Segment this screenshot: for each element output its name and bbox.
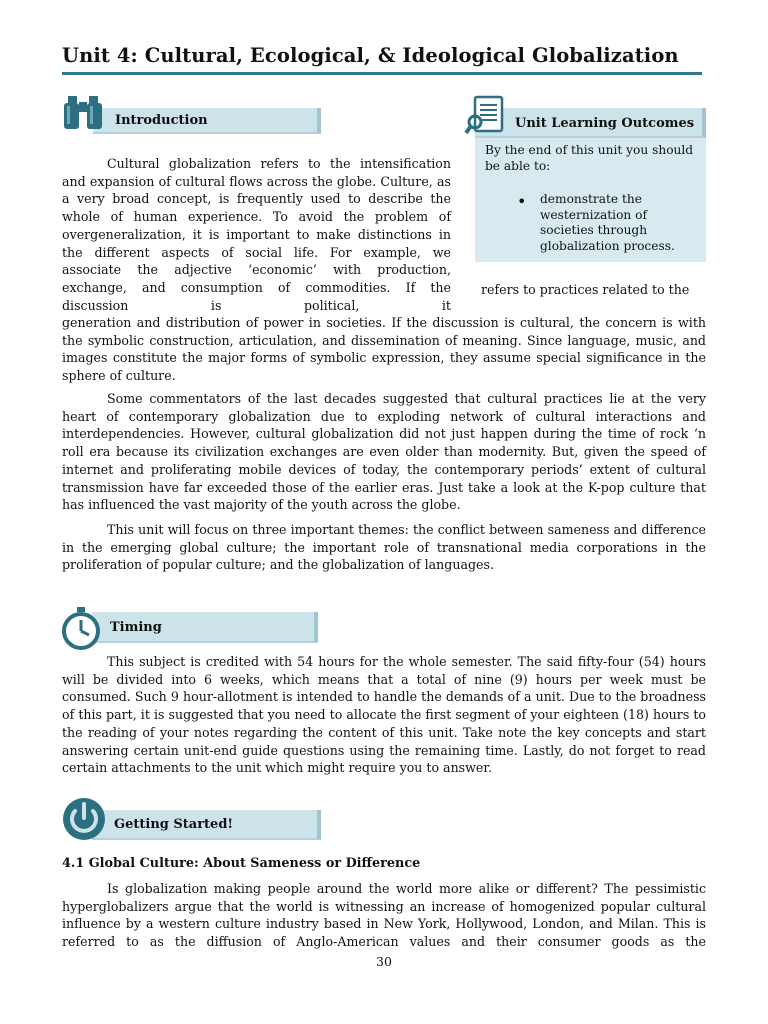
learning-outcome-text: demonstrate the westernization of societies through globalization process. — [540, 192, 675, 253]
getting-started-paragraph: Is globalization making people around the world more alike or different? The pessimistic hyperglobalizers argue that the world is witnessing an increase of homogenized popular cultural influence by a western culture industry based in New York, Hollywood, London, and Milan. This is referred to as the diffusion of Anglo-American values and their consumer goods as the — [62, 881, 706, 950]
getting-started-heading: Getting Started! — [114, 817, 234, 832]
binoculars-icon — [62, 94, 104, 136]
page-title: Unit 4: Cultural, Ecological, & Ideological Globalization — [62, 44, 679, 67]
introduction-heading: Introduction — [115, 113, 208, 128]
timing-heading: Timing — [110, 620, 162, 635]
intro-paragraph-1-wrap: refers to practices related to the — [481, 282, 690, 297]
section-subheading: 4.1 Global Culture: About Sameness or Difference — [62, 856, 421, 871]
title-underline — [62, 72, 702, 75]
getting-started-banner — [92, 810, 321, 840]
introduction-banner — [93, 108, 321, 134]
learning-outcomes-box — [475, 108, 706, 262]
bullet-point: • — [517, 192, 527, 212]
learning-outcome-item — [485, 192, 696, 254]
document-magnifier-icon — [464, 95, 508, 141]
intro-paragraph-1-continued: generation and distribution of power in societies. If the discussion is cultural, the concern is with the symbolic construction, articulation, and dissemination of meaning. Since language, music, and images constitute the major forms of symbolic expression, they assume special significance in the sphere of culture. — [62, 315, 706, 384]
page-number: 30 — [376, 954, 392, 969]
learning-outcomes-lead: By the end of this unit you should be able to: — [485, 143, 694, 173]
timing-paragraph: This subject is credited with 54 hours for the whole semester. The said fifty-four (54) hours will be divided into 6 weeks, which means that a total of nine (9) hours per week must be consumed. Such 9 hour-allotment is intended to handle the demands of a unit. Due to the broadness of this part, it is suggested that you need to allocate the first segment of your eighteen (18) hours to the reading of your notes regarding the content of this unit. Take note the key concepts and start answering certain unit-end guide questions using the remaining time. Lastly, do not forget to read certain attachments to the unit which might require you to answer. — [62, 654, 706, 776]
intro-paragraph-3: This unit will focus on three important themes: the conflict between sameness and difference in the emerging global culture; the important role of transnational media corporations in the proliferation of popular culture; and the globalization of languages. — [62, 522, 706, 573]
intro-paragraph-2: Some commentators of the last decades suggested that cultural practices lie at the very heart of contemporary globalization due to exploding network of cultural interactions and interdependencies. However, cultural globalization did not just happen during the time of rock ‘n roll era because its civilization exchanges are even older than modernity. But, given the speed of internet and proliferating mobile devices of today, the contemporary periods’ extent of cultural transmission have far exceeded those of the earlier eras. Just take a look at the K-pop culture that has influenced the vast majority of the youth across the globe. — [62, 391, 706, 513]
power-icon — [61, 796, 107, 846]
stopwatch-icon — [60, 606, 102, 654]
learning-outcomes-heading: Unit Learning Outcomes — [515, 116, 695, 131]
intro-paragraph-1: Cultural globalization refers to the intensification and expansion of cultural flows across the globe. Culture, as a very broad concept, is frequently used to describe the whole of human experience. To avoid the problem of overgeneralization, it is important to make distinctions in the different aspects of social life. For example, we associate the adjective ‘economic’ with production, exchange, and consumption of commodities. If the discussion is political, it — [62, 156, 451, 313]
learning-outcomes-banner — [475, 108, 706, 138]
timing-banner — [92, 612, 318, 643]
